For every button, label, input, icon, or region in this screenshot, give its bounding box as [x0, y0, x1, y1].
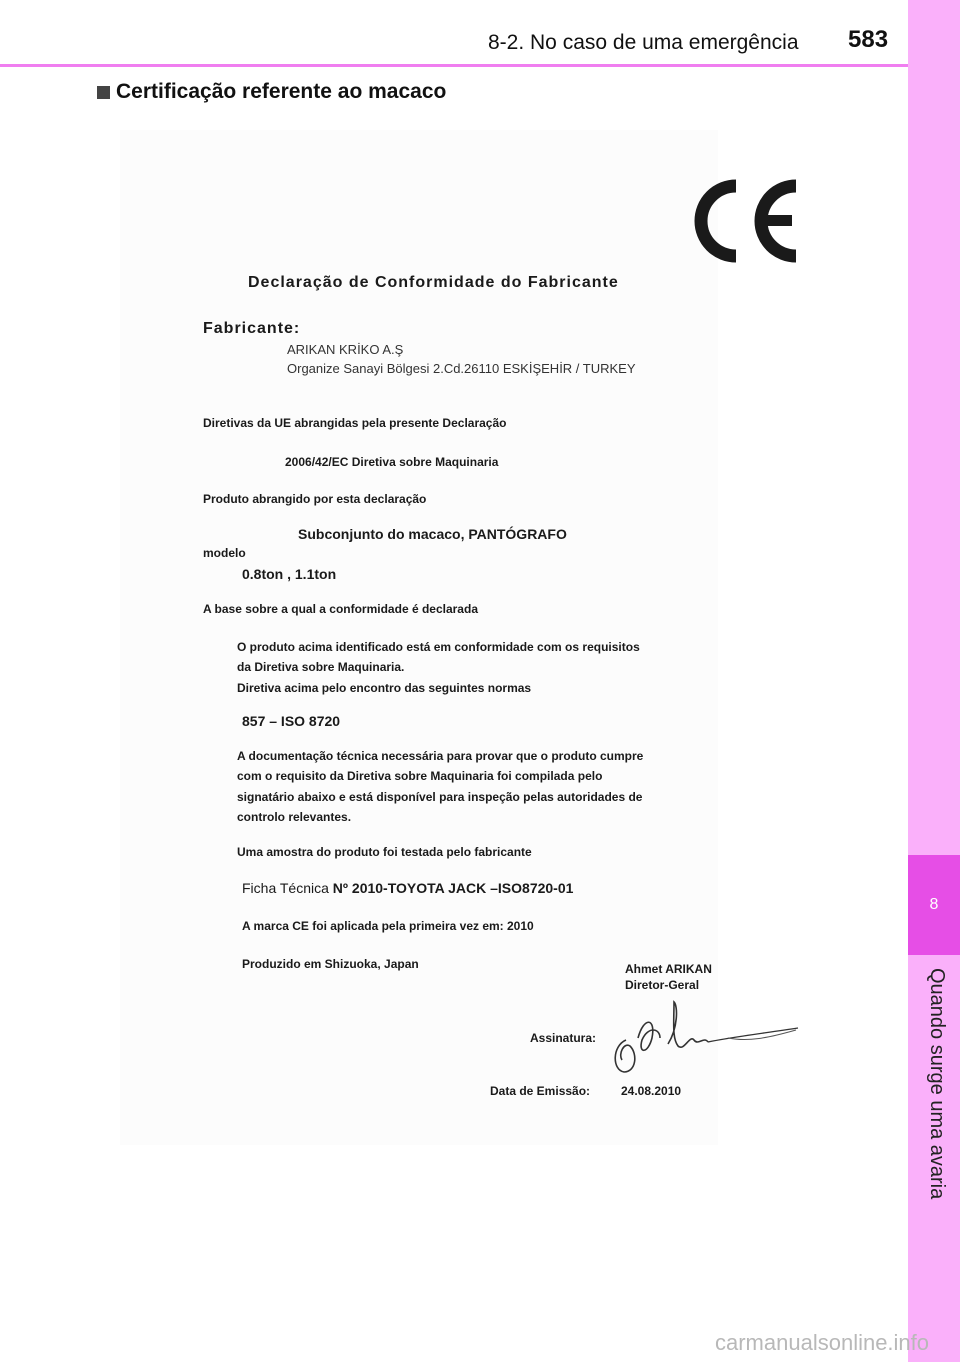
watermark-text: carmanualsonline.info — [715, 1330, 930, 1355]
manufacturer-name: ARIKAN KRİKO A.Ş — [287, 342, 404, 357]
chapter-number-tab: 8 — [908, 855, 960, 955]
product-label: Produto abrangido por esta declaração — [203, 492, 427, 506]
basis-label: A base sobre a qual a conformidade é declarada — [203, 602, 478, 616]
page-heading — [97, 80, 446, 104]
technical-sheet-value: Nº 2010-TOYOTA JACK –ISO8720-01 — [332, 880, 574, 896]
documentation-line: A documentação técnica necessária para provar que o produto cumpre — [237, 749, 644, 763]
basis-line: Diretiva acima pelo encontro das seguintes normas — [237, 681, 532, 695]
square-bullet-icon — [97, 86, 110, 99]
technical-sheet-label: Ficha Técnica — [242, 880, 329, 896]
standard-value: 857 – ISO 8720 — [242, 713, 341, 729]
product-value: Subconjunto do macaco, PANTÓGRAFO — [298, 526, 567, 542]
basis-line: O produto acima identificado está em conformidade com os requisitos — [237, 640, 640, 654]
directives-label: Diretivas da UE abrangidas pela presente Declaração — [203, 416, 507, 430]
ce-applied-text: A marca CE foi aplicada pela primeira vez em: 2010 — [242, 919, 534, 933]
produced-in-text: Produzido em Shizuoka, Japan — [242, 957, 419, 971]
manufacturer-address: Organize Sanayi Bölgesi 2.Cd.26110 ESKİŞEHİR / TURKEY — [287, 361, 636, 376]
documentation-line: com o requisito da Diretiva sobre Maquinaria foi compilada pelo — [237, 769, 603, 783]
handwritten-signature — [608, 998, 803, 1078]
page-heading-text: Certificação referente ao macaco — [116, 80, 447, 103]
ce-mark-logo — [690, 178, 805, 264]
directive-value: 2006/42/EC Diretiva sobre Maquinaria — [285, 455, 499, 469]
issue-date-label: Data de Emissão: — [490, 1084, 591, 1098]
sample-text: Uma amostra do produto foi testada pelo fabricante — [237, 845, 532, 859]
chapter-title: Quando surge uma avaria — [926, 968, 948, 1200]
page-header — [0, 0, 908, 67]
signer-title: Diretor-Geral — [625, 978, 700, 992]
documentation-line: signatário abaixo e está disponível para inspeção pelas autoridades de — [237, 790, 643, 804]
technical-sheet — [242, 880, 573, 896]
basis-line: da Diretiva sobre Maquinaria. — [237, 660, 405, 674]
issue-date-value: 24.08.2010 — [621, 1084, 682, 1098]
documentation-line: controlo relevantes. — [237, 810, 352, 824]
section-title: 8-2. No caso de uma emergência — [488, 31, 799, 54]
model-value: 0.8ton , 1.1ton — [242, 566, 337, 582]
signer-name: Ahmet ARIKAN — [625, 962, 712, 976]
signature-label: Assinatura: — [530, 1031, 597, 1045]
declaration-title: Declaração de Conformidade do Fabricante — [248, 274, 619, 291]
page-number: 583 — [848, 26, 889, 53]
model-label: modelo — [203, 546, 246, 560]
manufacturer-label: Fabricante: — [203, 320, 301, 337]
